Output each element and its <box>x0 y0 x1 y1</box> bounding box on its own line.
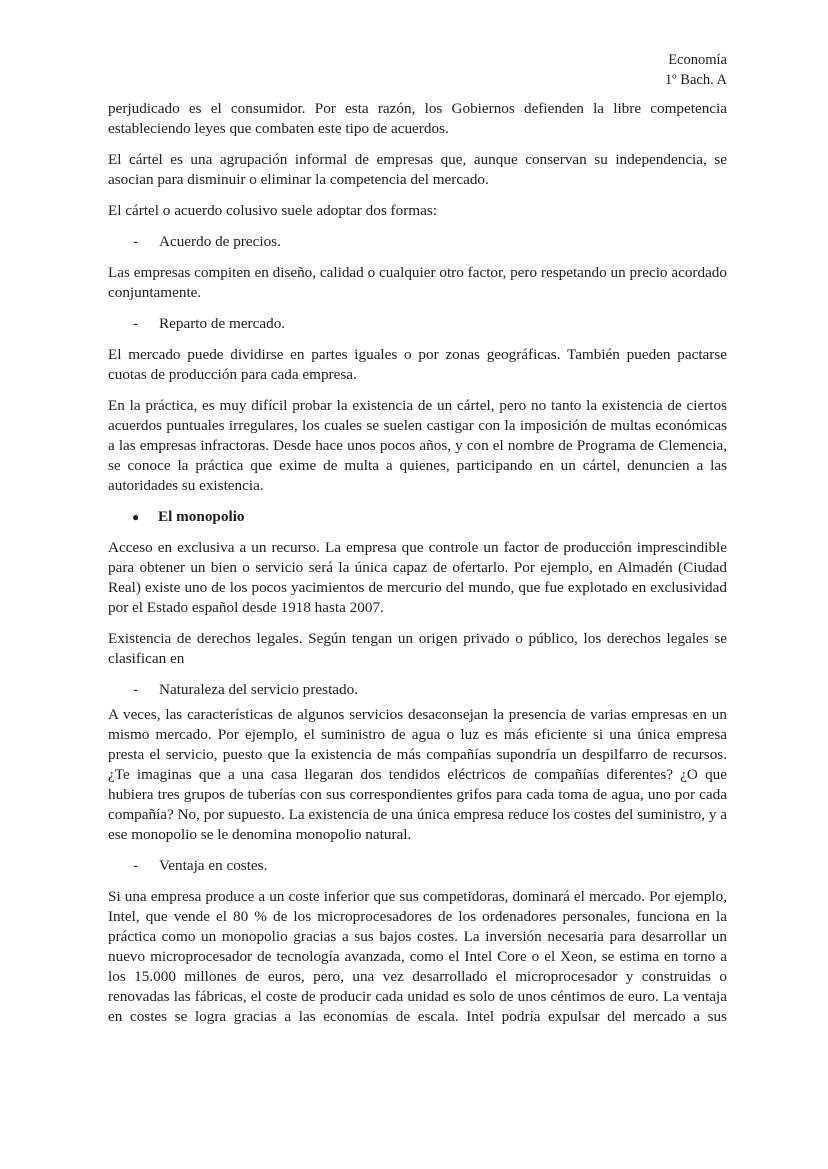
dash-marker: - <box>133 233 139 250</box>
dash-marker: - <box>133 315 139 332</box>
paragraph: Si una empresa produce a un coste inferior que sus competidoras, dominará el mercado. Por ejemplo, Intel, que vende el 80 % de los microprocesadores de los ordenadores personales, funciona en la práctica como un monopolio gracias a sus bajos costes. La inversión necesaria para desarrollar un nuevo microprocesador de tecnología avanzada, como el Intel Core o el Xeon, se estima en torno a los 15.000 millones de euros, pero, una vez desarrollado el microprocesador y construidas o renovadas las fábricas, el coste de producir cada unidad es solo de unos céntimos de euro. La ventaja en costes se logra gracias a las economías de escala. Intel podría expulsar del mercado a sus <box>108 888 727 1025</box>
dash-marker: - <box>133 681 139 698</box>
header-course: 1º Bach. A <box>664 72 727 88</box>
header-subject: Economía <box>668 52 727 68</box>
paragraph: A veces, las características de algunos servicios desaconsejan la presencia de varias empresas en un mismo mercado. Por ejemplo, el suministro de agua o luz es más eficiente si una única empresa presta el servicio, puesto que la existencia de más compañías supondría un despilfarro de recursos. ¿Te imaginas que a una casa llegaran dos tendidos eléctricos de compañías diferentes? ¿O que hubiera tres grupos de tuberías con sus correspondientes grifos para cada toma de agua, uno por cada compañía? No, por supuesto. La existencia de una única empresa reduce los costes del suministro, y a ese monopolio se le denomina monopolio natural. <box>108 706 727 843</box>
list-item <box>108 680 727 700</box>
paragraph: El mercado puede dividirse en partes iguales o por zonas geográficas. También pueden pactarse cuotas de producción para cada empresa. <box>108 346 727 383</box>
paragraph: Las empresas compiten en diseño, calidad o cualquier otro factor, pero respetando un precio acordado conjuntamente. <box>108 264 727 301</box>
bullet-icon: ● <box>132 510 140 524</box>
list-item <box>108 232 727 252</box>
list-item <box>108 314 727 334</box>
paragraph: El cártel o acuerdo colusivo suele adoptar dos formas: <box>108 202 437 219</box>
list-item-label: Naturaleza del servicio prestado. <box>159 681 359 698</box>
paragraph: Existencia de derechos legales. Según tengan un origen privado o público, los derechos legales se clasifican en <box>108 630 727 667</box>
paragraph: En la práctica, es muy difícil probar la existencia de un cártel, pero no tanto la existencia de ciertos acuerdos puntuales irregulares, los cuales se suelen castigar con la imposición de multas económicas a las empresas infractoras. Desde hace unos pocos años, y con el nombre de Programa de Clemencia, se conoce la práctica que exime de multa a quienes, participando en un cártel, denuncien a las autoridades su existencia. <box>108 397 727 494</box>
paragraph: Acceso en exclusiva a un recurso. La empresa que controle un factor de producción imprescindible para obtener un bien o servicio será la única capaz de ofertarlo. Por ejemplo, en Almadén (Ciudad Real) existe uno de los pocos yacimientos de mercurio del mundo, que fue explotado en exclusividad por el Estado español desde 1918 hasta 2007. <box>108 539 727 616</box>
paragraph: perjudicado es el consumidor. Por esta razón, los Gobiernos defienden la libre competencia estableciendo leyes que combaten este tipo de acuerdos. <box>108 100 727 137</box>
section-heading <box>108 507 727 527</box>
list-item-label: Ventaja en costes. <box>159 857 268 874</box>
list-item-label: Reparto de mercado. <box>159 315 286 332</box>
paragraph: El cártel es una agrupación informal de empresas que, aunque conservan su independencia, se asocian para disminuir o eliminar la competencia del mercado. <box>108 151 727 188</box>
section-title: El monopolio <box>158 508 245 525</box>
list-item <box>108 856 727 876</box>
page-header <box>665 50 727 90</box>
document-body <box>108 99 727 1038</box>
dash-marker: - <box>133 857 139 874</box>
list-item-label: Acuerdo de precios. <box>159 233 281 250</box>
